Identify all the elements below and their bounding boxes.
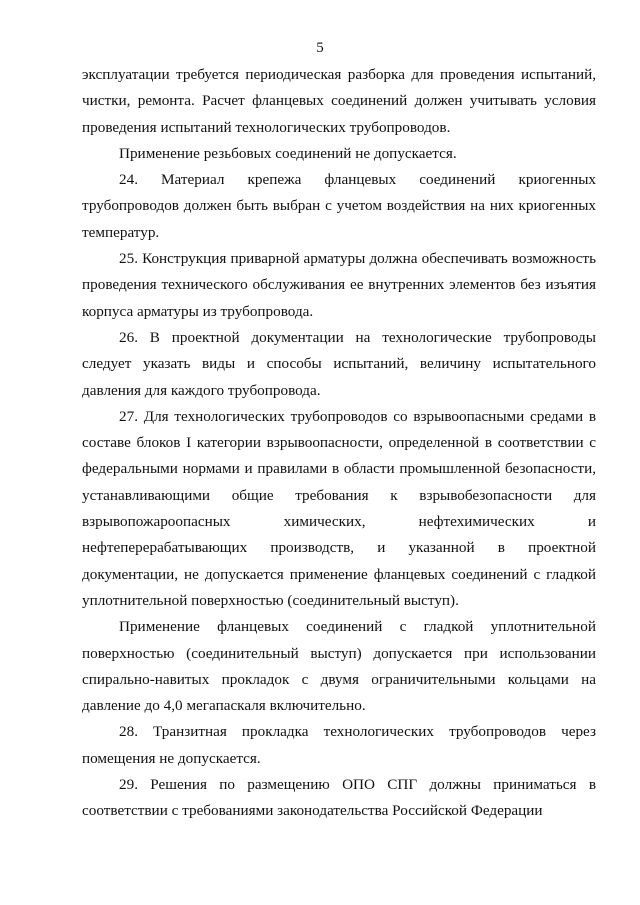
paragraph-26: 26. В проектной документации на технологические трубопроводы следует указать виды и способы испытаний, величину испытательного давления для каждого трубопровода.	[82, 328, 596, 399]
paragraph-28: 28. Транзитная прокладка технологических трубопроводов через помещения не допускается.	[82, 723, 596, 767]
paragraph-threaded-connections: Применение резьбовых соединений не допускается.	[119, 144, 457, 162]
paragraph-24: 24. Материал крепежа фланцевых соединений криогенных трубопроводов должен быть выбран с учетом воздействия на них криогенных температур.	[82, 171, 596, 241]
page-number: 5	[316, 40, 324, 56]
paragraph-29: 29. Решения по размещению ОПО СПГ должны приниматься в соответствии с требованиями законодательства Российской Федерации	[82, 776, 596, 820]
paragraph-27-spiral-gaskets: Применение фланцевых соединений с гладкой уплотнительной поверхностью (соединительный выступ) допускается при использовании спирально-навитых прокладок с двумя ограничительными кольцами на давление до 4,0 мегапаскаля включительно.	[82, 618, 596, 715]
paragraph-27: 27. Для технологических трубопроводов со взрывоопасными средами в составе блоков I категории взрывоопасности, определенной в соответствии с федеральными нормами и правилами в области промышленной безопасности, устанавливающими общие требования к взрывобезопасности для взрывопожароопасных химических, нефтехимических и нефтеперерабатывающих производств, и указанной в проектной документации, не допускается применение фланцевых соединений с гладкой уплотнительной поверхностью (соединительный выступ).	[82, 407, 596, 609]
body-text	[82, 62, 596, 825]
paragraph-25: 25. Конструкция приварной арматуры должна обеспечивать возможность проведения технического обслуживания ее внутренних элементов без изъятия корпуса арматуры из трубопровода.	[82, 250, 596, 320]
paragraph-continuation: эксплуатации требуется периодическая разборка для проведения испытаний, чистки, ремонта. Расчет фланцевых соединений должен учитывать условия проведения испытаний технологических трубопроводов.	[82, 66, 596, 136]
